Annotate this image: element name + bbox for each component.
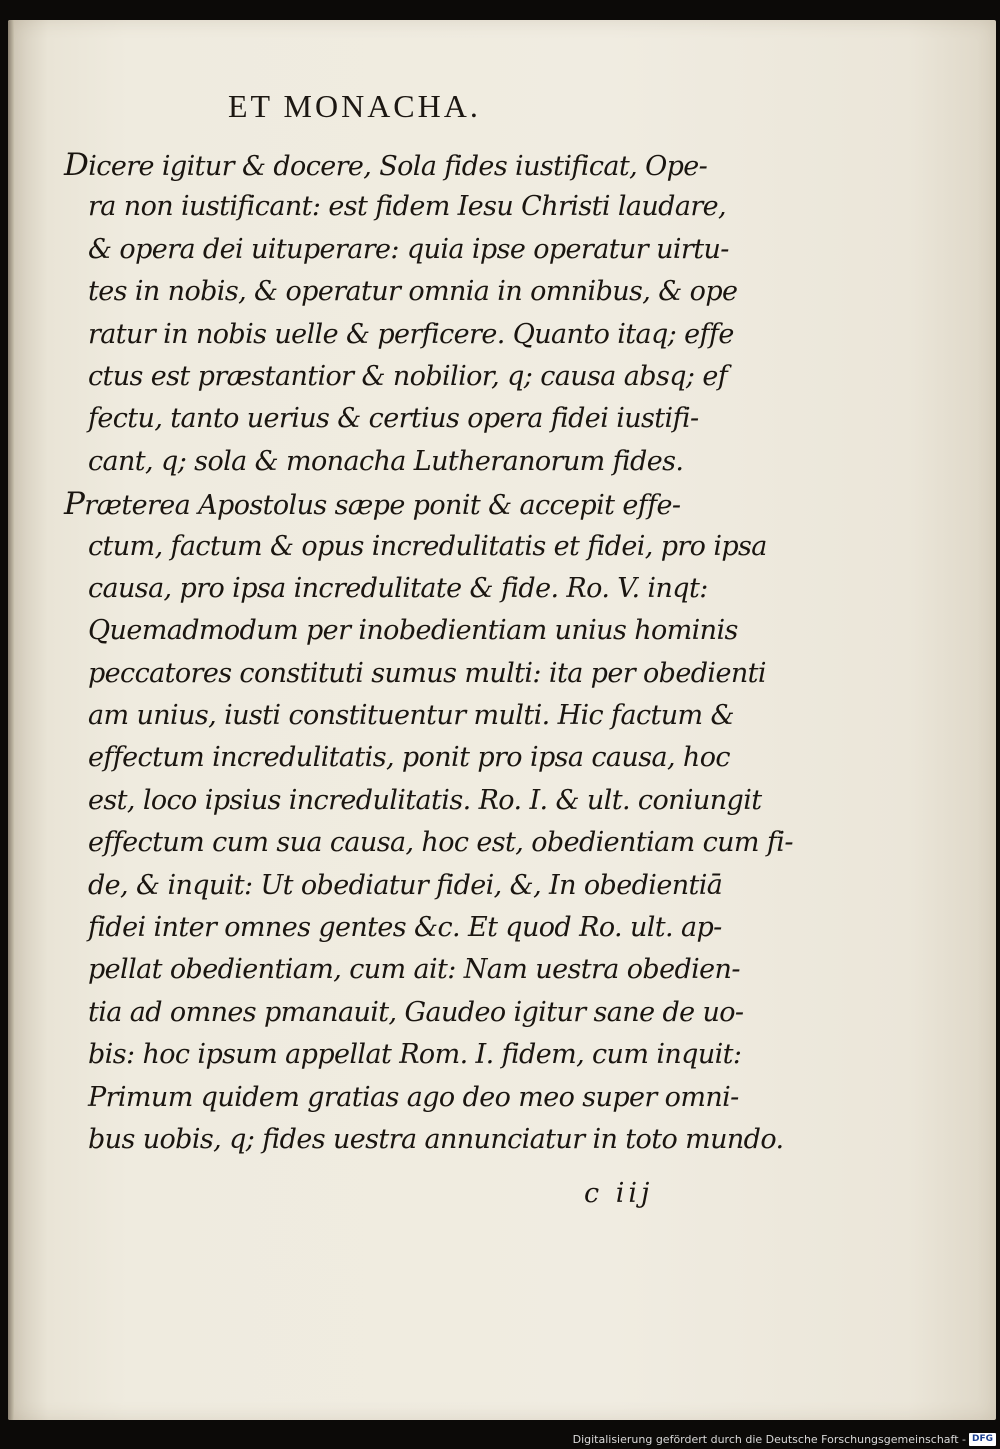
text-line: ctus est præstantior & nobilior, q; causa absq; ef [88, 360, 728, 392]
text-line: Præterea Apostolus sæpe ponit & accepit effe- [64, 486, 681, 523]
text-line: ctum, factum & opus incredulitatis et fidei, pro ipsa [88, 530, 767, 562]
body-text [64, 144, 793, 1161]
dfg-logo: DFG [969, 1433, 996, 1446]
text-line: bus uobis, q; fides uestra annunciatur in toto mundo. [88, 1123, 784, 1155]
text-line: pellat obedientiam, cum ait: Nam uestra obedien- [88, 954, 740, 986]
text-line: fidei inter omnes gentes &c. Et quod Ro. ult. ap- [88, 912, 722, 944]
text-line: ra non iustificant: est fidem Iesu Christi laudare, [88, 191, 727, 223]
text-line: Primum quidem gratias ago deo meo super omni- [88, 1081, 739, 1113]
text-line: bis: hoc ipsum appellat Rom. I. fidem, cum inquit: [88, 1039, 742, 1071]
footer-credit: Digitalisierung gefördert durch die Deutsche Forschungsgemeinschaft - [572, 1433, 966, 1446]
text-line: Quemadmodum per inobedientiam unius hominis [88, 615, 738, 647]
text-line: fectu, tanto uerius & certius opera fidei iustifi- [88, 403, 699, 435]
page-binding-edge [8, 20, 14, 1420]
text-line: ratur in nobis uelle & perficere. Quanto itaq; effe [88, 318, 734, 350]
footer [573, 1433, 996, 1446]
text-line: causa, pro ipsa incredulitate & fide. Ro. V. inqt: [88, 572, 708, 604]
text-line: Dicere igitur & docere, Sola fides iustificat, Ope- [64, 147, 708, 183]
book-page [8, 20, 996, 1420]
text-line: & opera dei uituperare: quia ipse operatur uirtu- [88, 233, 729, 265]
running-head: ET MONACHA. [228, 88, 481, 124]
signature-mark: c iij [584, 1178, 654, 1209]
text-line: tia ad omnes pmanauit, Gaudeo igitur sane de uo- [88, 996, 744, 1028]
text-line: cant, q; sola & monacha Lutheranorum fides. [88, 445, 684, 477]
text-line: tes in nobis, & operatur omnia in omnibus, & ope [88, 276, 738, 308]
text-line: est, loco ipsius incredulitatis. Ro. I. & ult. coniungit [88, 784, 762, 816]
text-line: am unius, iusti constituentur multi. Hic factum & [88, 700, 734, 732]
text-line: effectum cum sua causa, hoc est, obedientiam cum fi- [88, 827, 793, 859]
text-line: de, & inquit: Ut obediatur fidei, &, In obedientiā [88, 869, 723, 901]
text-line: effectum incredulitatis, ponit pro ipsa causa, hoc [88, 742, 730, 774]
text-line: peccatores constituti sumus multi: ita per obedienti [88, 657, 766, 689]
